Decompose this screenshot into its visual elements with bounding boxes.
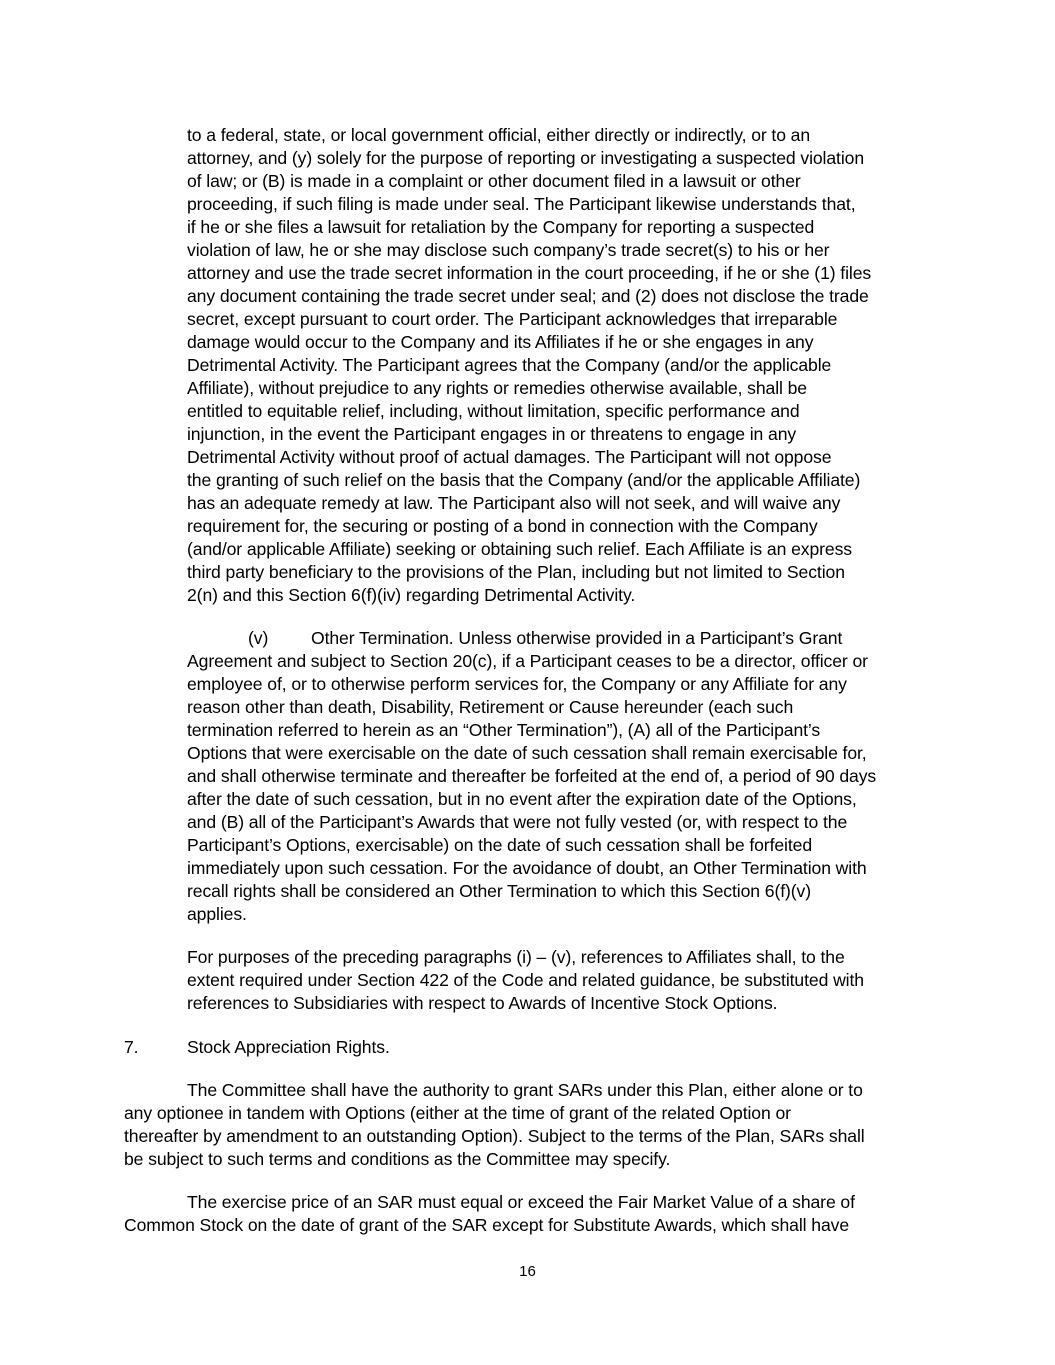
paragraph-line: secret, except pursuant to court order. The Participant acknowledges that irreparable [187,309,838,329]
paragraph-line: The exercise price of an SAR must equal or exceed the Fair Market Value of a share of [187,1192,855,1212]
paragraph-line: (and/or applicable Affiliate) seeking or obtaining such relief. Each Affiliate is an express [187,539,852,559]
paragraph-line: extent required under Section 422 of the Code and related guidance, be substituted with [187,970,864,990]
paragraph-line: recall rights shall be considered an Other Termination to which this Section 6(f)(v) [187,881,811,901]
paragraph-line: references to Subsidiaries with respect to Awards of Incentive Stock Options. [187,993,778,1013]
paragraph-line: employee of, or to otherwise perform services for, the Company or any Affiliate for any [187,674,847,694]
paragraph-line: For purposes of the preceding paragraphs (i) – (v), references to Affiliates shall, to the [187,947,845,967]
subsection-number: (v) [248,628,269,648]
paragraph-line: immediately upon such cessation. For the avoidance of doubt, an Other Termination with [187,858,867,878]
paragraph-line: attorney and use the trade secret information in the court proceeding, if he or she (1) files [187,263,872,283]
paragraph-line: Detrimental Activity without proof of actual damages. The Participant will not oppose [187,447,832,467]
paragraph-line: reason other than death, Disability, Retirement or Cause hereunder (each such [187,697,794,717]
paragraph-line: any document containing the trade secret under seal; and (2) does not disclose the trade [187,286,869,306]
paragraph-line: requirement for, the securing or posting of a bond in connection with the Company [187,516,818,536]
paragraph-line: to a federal, state, or local government official, either directly or indirectly, or to an [187,125,811,145]
paragraph-line: Participant’s Options, exercisable) on the date of such cessation shall be forfeited [187,835,813,855]
paragraph-line: of law; or (B) is made in a complaint or other document filed in a lawsuit or other [187,171,801,191]
paragraph-line: 2(n) and this Section 6(f)(iv) regarding Detrimental Activity. [187,585,636,605]
paragraph-line: entitled to equitable relief, including, without limitation, specific performance and [187,401,800,421]
paragraph-line: after the date of such cessation, but in no event after the expiration date of the Options, [187,789,857,809]
page-number: 16 [519,1263,536,1280]
paragraph-line: Common Stock on the date of grant of the SAR except for Substitute Awards, which shall have [124,1215,850,1235]
paragraph-line: if he or she files a lawsuit for retaliation by the Company for reporting a suspected [187,217,815,237]
paragraph-line: the granting of such relief on the basis that the Company (and/or the applicable Affiliate) [187,470,861,490]
paragraph-line: Options that were exercisable on the date of such cessation shall remain exercisable for, [187,743,867,763]
paragraph-line: be subject to such terms and conditions as the Committee may specify. [124,1149,671,1169]
paragraph-line: and shall otherwise terminate and thereafter be forfeited at the end of, a period of 90 days [187,766,877,786]
paragraph-line: attorney, and (y) solely for the purpose of reporting or investigating a suspected violation [187,148,865,168]
paragraph-line: applies. [187,904,247,924]
section-title: Stock Appreciation Rights. [187,1037,390,1057]
paragraph-line: termination referred to herein as an “Other Termination”), (A) all of the Participant’s [187,720,821,740]
paragraph-line: injunction, in the event the Participant engages in or threatens to engage in any [187,424,797,444]
paragraph-line: The Committee shall have the authority to grant SARs under this Plan, either alone or to [187,1080,863,1100]
subsection-heading-line: Other Termination. Unless otherwise provided in a Participant’s Grant [311,628,843,648]
paragraph-line: third party beneficiary to the provisions of the Plan, including but not limited to Section [187,562,845,582]
paragraph-line: Detrimental Activity. The Participant agrees that the Company (and/or the applicable [187,355,832,375]
paragraph-line: thereafter by amendment to an outstanding Option). Subject to the terms of the Plan, SARs shall [124,1126,865,1146]
paragraph-line: proceeding, if such filing is made under seal. The Participant likewise understands that, [187,194,856,214]
paragraph-line: any optionee in tandem with Options (either at the time of grant of the related Option or [124,1103,791,1123]
section-number: 7. [124,1037,139,1057]
paragraph-line: Agreement and subject to Section 20(c), if a Participant ceases to be a director, officer or [187,651,868,671]
paragraph-line: has an adequate remedy at law. The Participant also will not seek, and will waive any [187,493,841,513]
paragraph-line: violation of law, he or she may disclose such company’s trade secret(s) to his or her [187,240,830,260]
paragraph-line: and (B) all of the Participant’s Awards that were not fully vested (or, with respect to the [187,812,848,832]
paragraph-line: damage would occur to the Company and its Affiliates if he or she engages in any [187,332,814,352]
paragraph-line: Affiliate), without prejudice to any rights or remedies otherwise available, shall be [187,378,807,398]
